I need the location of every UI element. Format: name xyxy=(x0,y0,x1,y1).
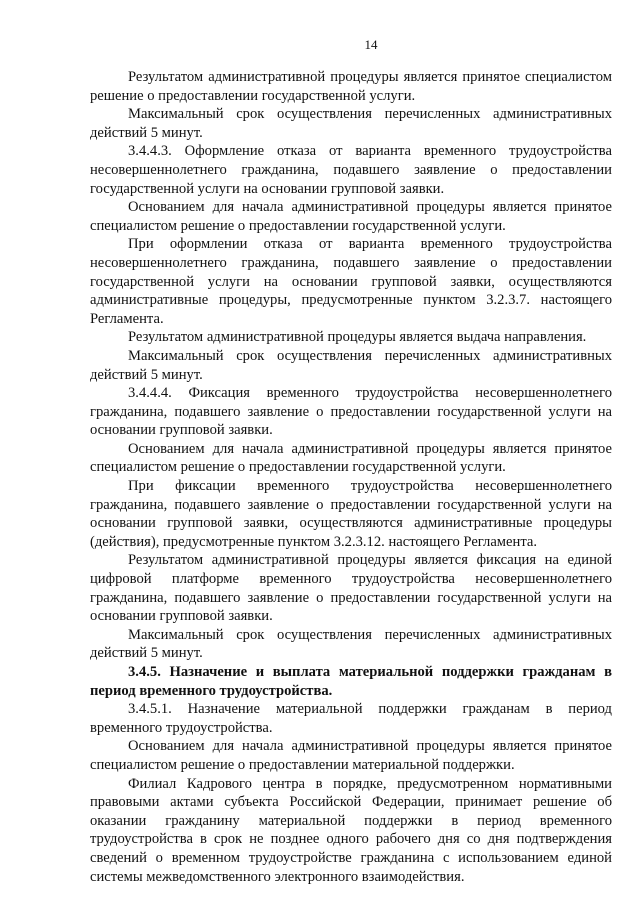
paragraph-basis: Основанием для начала административной процедуры является принятое специалистом решение о предоставлении государственной услуги. xyxy=(90,440,612,476)
paragraph-section-3-4-5-1: 3.4.5.1. Назначение материальной поддержки гражданам в период временного трудоустройства. xyxy=(90,701,612,736)
paragraph-basis: Основанием для начала административной процедуры является принятое специалистом решение о предоставлении государственной услуги. xyxy=(90,199,612,234)
paragraph-result-decision: Результатом административной процедуры является принятое специалистом решение о предоставлении государственной услуги. xyxy=(90,69,612,104)
paragraph-fixation-procedures: При фиксации временного трудоустройства несовершеннолетнего гражданина, подавшего заявление о предоставлении государственной услуги на основании групповой заявки, осуществляются административные процедуры (действия), предусмотренные пунктом 3.2.3.12. настоящего Регламента. xyxy=(90,478,612,550)
page-number: 14 xyxy=(364,37,378,52)
paragraph-max-time: Максимальный срок осуществления перечисленных административных действий 5 минут. xyxy=(90,626,612,662)
paragraph-result-referral: Результатом административной процедуры является выдача направления. xyxy=(128,329,587,346)
paragraph-basis-material-support: Основанием для начала административной процедуры является принятое специалистом решение о предоставлении материальной поддержки. xyxy=(90,738,612,773)
paragraph-refusal-procedures: При оформлении отказа от варианта временного трудоустройства несовершеннолетнего гражданина, подавшего заявление о предоставлении государственной услуги на основании групповой заявки, осуществляются административные процедуры, предусмотренные пунктом 3.2.3.7. настоящего Регламента. xyxy=(90,236,612,327)
paragraph-branch-decision: Филиал Кадрового центра в порядке, предусмотренном нормативными правовыми актами субъекта Российской Федерации, принимает решение об оказании гражданину материальной поддержки в период временного трудоустройства в срок не позднее одного рабочего дня со дня подтверждения сведений о временном трудоустройстве гражданина с использованием единой системы межведомственного электронного взаимодействия. xyxy=(90,775,612,885)
paragraph-max-time: Максимальный срок осуществления перечисленных административных действий 5 минут. xyxy=(90,106,612,141)
document-body xyxy=(90,68,612,886)
paragraph-result-fixation: Результатом административной процедуры является фиксация на единой цифровой платформе временного трудоустройства несовершеннолетнего гражданина, подавшего заявление о предоставлении государственной услуги на основании групповой заявки. xyxy=(90,552,612,625)
paragraph-max-time: Максимальный срок осуществления перечисленных административных действий 5 минут. xyxy=(90,347,612,383)
section-heading-3-4-5: 3.4.5. Назначение и выплата материальной поддержки гражданам в период временного трудоустройства. xyxy=(90,664,612,699)
paragraph-section-3-4-4-4: 3.4.4.4. Фиксация временного трудоустройства несовершеннолетнего гражданина, подавшего заявление о предоставлении государственной услуги на основании групповой заявки. xyxy=(90,385,612,439)
paragraph-section-3-4-4-3: 3.4.4.3. Оформление отказа от варианта временного трудоустройства несовершеннолетнего гражданина, подавшего заявление о предоставлении государственной услуги на основании групповой заявки. xyxy=(90,143,612,197)
